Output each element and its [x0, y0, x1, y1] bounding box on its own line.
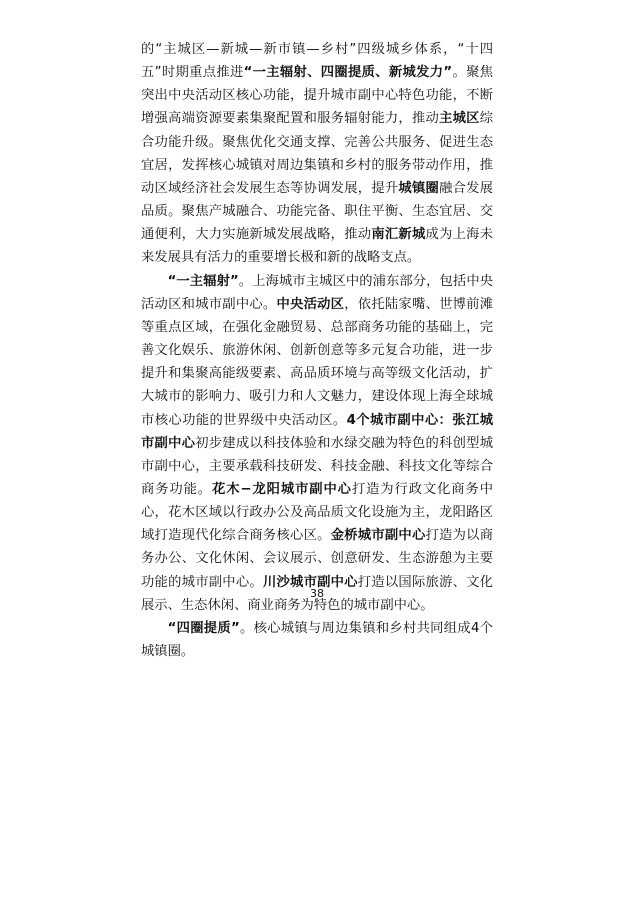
page-number: 38	[310, 587, 324, 600]
paragraph-1-text-1: 的“主城区—新城—新市镇—乡村”四级城乡体系，“十四五”时期重点推进	[141, 42, 493, 81]
paragraph-2-bold-1: “一主辐射”	[167, 273, 239, 289]
paragraph-2-text-6: 打造以国际旅游、文化展示、生态休闲、商业商务为特色的城市副中心。	[141, 574, 494, 613]
paragraph-1-text-3: 综合功能升级。聚焦优化交通支撑、完善公共服务、促进生态宜居，发挥核心城镇对周边集镇和乡村的服务带动作用，推动区域经济社会发展生态等协调发展，提升	[141, 111, 494, 196]
paragraph-1-bold-2: 主城区	[439, 111, 480, 127]
paragraph-2-text-4: 打造为行政文化商务中心，花木区域以行政办公及高品质文化设施为主，龙阳路区域打造现代化综合商务核心区。	[141, 481, 494, 544]
paragraph-2-text-2: ，依托陆家嘴、世博前滩等重点区域，在强化金融贸易、总部商务功能的基础上，完善文化娱乐、旅游休闲、创新创意等多元复合功能，进一步提升和集聚高能级要素、高品质环境与高等级文化活动，扩大城市的影响力、吸引力和人文魅力，建设体现上海全球城市核心功能的世界级中央活动区。	[141, 296, 494, 428]
paragraph-2	[141, 270, 493, 617]
paragraph-2-bold-2: 中央活动区	[276, 296, 345, 312]
paragraph-1-text-5: 成为上海未来发展具有活力的重要增长极和新的战略支点。	[141, 227, 494, 266]
paragraph-2-text-5: 打造为以商务办公、文化休闲、会议展示、创意研发、生态游憩为主要功能的城市副中心。	[141, 528, 494, 590]
paragraph-1-bold-3: 城镇圈	[398, 180, 440, 196]
paragraph-2-bold-5: 金桥城市副中心	[330, 528, 426, 544]
paragraph-1-text-4: 融合发展品质。聚焦产城融合、功能完备、职住平衡、生态宜居、交通便利，大力实施新城发展战略，推动	[141, 180, 494, 243]
paragraph-2-text-3: 初步建成以科技体验和水绿交融为特色的科创型城市副中心，主要承载科技研发、科技金融、科技文化等综合商务功能。	[141, 435, 494, 497]
paragraph-2-bold-4: 花木−龙阳城市副中心	[212, 481, 352, 497]
paragraph-3-text-1: 。核心城镇与周边集镇和乡村共同组成4个城镇圈。	[141, 620, 493, 660]
paragraph-2-bold-3: 4个城市副中心：张江城市副中心	[141, 412, 493, 451]
paragraph-2-bold-6: 川沙城市副中心	[262, 574, 358, 590]
body-text	[141, 38, 493, 663]
paragraph-1-bold-4: 南汇新城	[371, 227, 426, 243]
paragraph-1-text-2: 。聚焦突出中央活动区核心功能，提升城市副中心特色功能，不断增强高端资源要素集聚配置和服务辐射能力，推动	[141, 65, 494, 127]
paragraph-1-bold-1: “一主辐射、四圈提质、新城发力”	[243, 65, 453, 81]
paragraph-3	[141, 617, 493, 663]
paragraph-2-text-1: 。上海城市主城区中的浦东部分，包括中央活动区和城市副中心。	[141, 273, 494, 312]
paragraph-3-bold-1: “四圈提质”	[167, 620, 240, 636]
paragraph-1	[141, 38, 493, 270]
